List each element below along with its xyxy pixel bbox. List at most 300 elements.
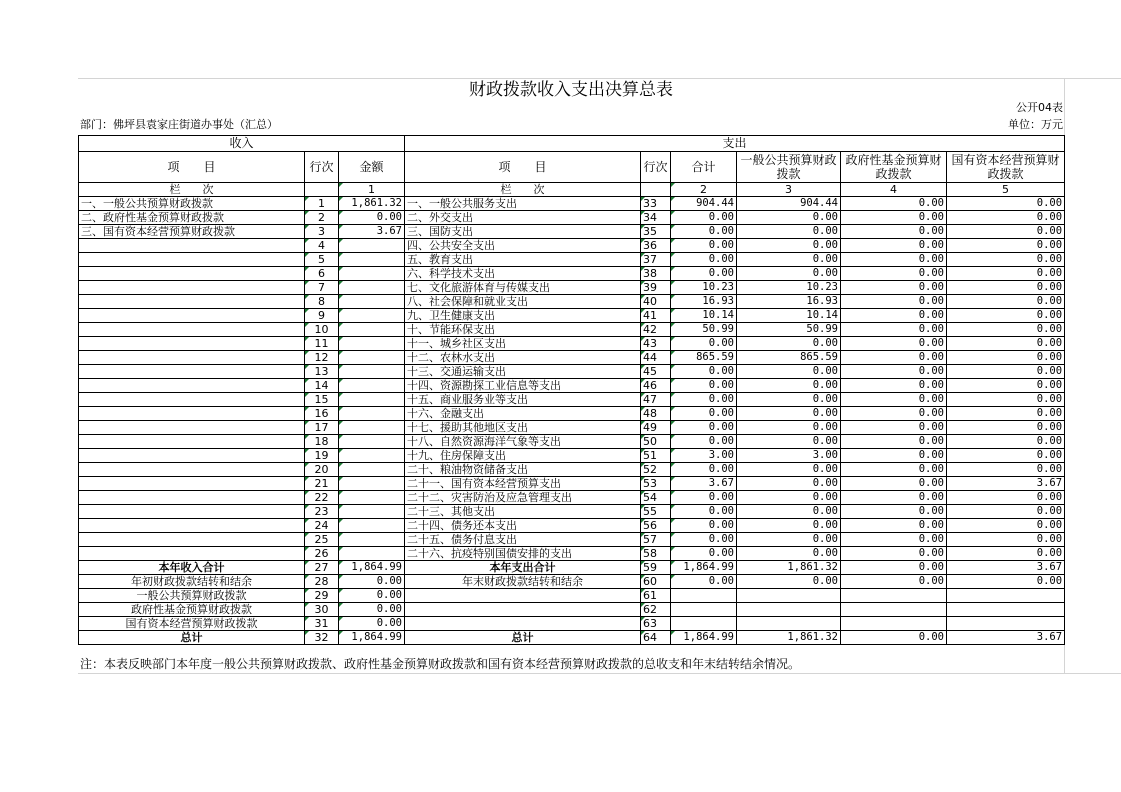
- col-header-lineno2: 行次: [641, 152, 671, 183]
- expense-state: 0.00: [947, 309, 1065, 323]
- expense-total: 3.67: [671, 477, 737, 491]
- expense-item: 六、科学技术支出: [405, 267, 641, 281]
- expense-lineno: 47: [641, 393, 671, 407]
- table-row: [79, 253, 1065, 267]
- table-row: [79, 281, 1065, 295]
- blank-cell: [671, 617, 737, 631]
- header-row-columns: [79, 152, 1065, 183]
- expense-fund: 0.00: [841, 239, 947, 253]
- blank-cell: [841, 603, 947, 617]
- income-amount: [339, 393, 405, 407]
- expense-general: 0.00: [737, 211, 841, 225]
- expense-general: 0.00: [737, 491, 841, 505]
- budget-table: [78, 135, 1065, 645]
- expense-state: 0.00: [947, 435, 1065, 449]
- expense-fund: 0.00: [841, 309, 947, 323]
- expense-lineno: 42: [641, 323, 671, 337]
- income-lineno: 12: [305, 351, 339, 365]
- expense-fund: 0.00: [841, 519, 947, 533]
- income-item: [79, 323, 305, 337]
- expense-state: 0.00: [947, 379, 1065, 393]
- blank-cell: [405, 603, 641, 617]
- blank-cell: [841, 589, 947, 603]
- expense-total: 10.23: [671, 281, 737, 295]
- income-amount: [339, 267, 405, 281]
- summary-row: [79, 561, 1065, 575]
- table-row: [79, 463, 1065, 477]
- income-amount: [339, 323, 405, 337]
- expense-item: 二十一、国有资本经营预算支出: [405, 477, 641, 491]
- income-amount: [339, 491, 405, 505]
- year-income-amount: 1,864.99: [339, 561, 405, 575]
- expense-fund: 0.00: [841, 211, 947, 225]
- expense-total: 0.00: [671, 337, 737, 351]
- expense-general: 0.00: [737, 477, 841, 491]
- expense-state: 0.00: [947, 533, 1065, 547]
- table-row: [79, 407, 1065, 421]
- income-lineno: 19: [305, 449, 339, 463]
- blank-cell: [841, 617, 947, 631]
- income-amount: [339, 547, 405, 561]
- expense-state: 0.00: [947, 491, 1065, 505]
- blank-cell: [737, 603, 841, 617]
- expense-lineno: 57: [641, 533, 671, 547]
- expense-fund: 0.00: [841, 337, 947, 351]
- expense-lineno: 49: [641, 421, 671, 435]
- expense-total: 0.00: [671, 225, 737, 239]
- end-balance-fund: 0.00: [841, 575, 947, 589]
- lanci-blank2: [641, 183, 671, 197]
- expense-item: 五、教育支出: [405, 253, 641, 267]
- income-amount: [339, 477, 405, 491]
- begin-balance-lineno: 28: [305, 575, 339, 589]
- expense-state: 0.00: [947, 337, 1065, 351]
- expense-lineno: 43: [641, 337, 671, 351]
- summary-row: [79, 631, 1065, 645]
- expense-fund: 0.00: [841, 463, 947, 477]
- income-item: 三、国有资本经营预算财政拨款: [79, 225, 305, 239]
- expense-state: 0.00: [947, 351, 1065, 365]
- expense-general: 0.00: [737, 533, 841, 547]
- year-income-label: 本年收入合计: [79, 561, 305, 575]
- blank-cell: [671, 603, 737, 617]
- income-lineno: 5: [305, 253, 339, 267]
- income-lineno: 1: [305, 197, 339, 211]
- expense-total: 0.00: [671, 211, 737, 225]
- expense-total: 0.00: [671, 239, 737, 253]
- expense-fund: 0.00: [841, 421, 947, 435]
- expense-lineno: 55: [641, 505, 671, 519]
- expense-state: 0.00: [947, 197, 1065, 211]
- expense-state: 3.67: [947, 477, 1065, 491]
- expense-fund: 0.00: [841, 393, 947, 407]
- expense-fund: 0.00: [841, 547, 947, 561]
- table-row: [79, 309, 1065, 323]
- expense-fund: 0.00: [841, 505, 947, 519]
- lanci-c1: 1: [339, 183, 405, 197]
- expense-fund: 0.00: [841, 225, 947, 239]
- expense-fund: 0.00: [841, 449, 947, 463]
- end-balance-state: 0.00: [947, 575, 1065, 589]
- expense-total: 16.93: [671, 295, 737, 309]
- expense-item: 十、节能环保支出: [405, 323, 641, 337]
- income-header: 收入: [79, 136, 405, 152]
- table-row: [79, 267, 1065, 281]
- table-row: [79, 505, 1065, 519]
- begin-balance-amount: 0.00: [339, 575, 405, 589]
- end-balance-label: 年末财政拨款结转和结余: [405, 575, 641, 589]
- income-lineno: 13: [305, 365, 339, 379]
- income-amount: [339, 519, 405, 533]
- expense-state: 0.00: [947, 323, 1065, 337]
- income-item: [79, 533, 305, 547]
- expense-total: 0.00: [671, 379, 737, 393]
- lanci-blank: [305, 183, 339, 197]
- expense-fund: 0.00: [841, 253, 947, 267]
- table-row: [79, 435, 1065, 449]
- income-lineno: 17: [305, 421, 339, 435]
- expense-fund: 0.00: [841, 365, 947, 379]
- begin-balance-label: 年初财政拨款结转和结余: [79, 575, 305, 589]
- income-item: [79, 421, 305, 435]
- income-amount: [339, 365, 405, 379]
- expense-lineno: 39: [641, 281, 671, 295]
- expense-item: 十七、援助其他地区支出: [405, 421, 641, 435]
- lanci-label: 栏 次: [79, 183, 305, 197]
- year-expense-general: 1,861.32: [737, 561, 841, 575]
- expense-fund: 0.00: [841, 295, 947, 309]
- income-item: [79, 463, 305, 477]
- income-amount: 1,861.32: [339, 197, 405, 211]
- expense-total: 50.99: [671, 323, 737, 337]
- expense-total: 0.00: [671, 463, 737, 477]
- expense-item: 十九、住房保障支出: [405, 449, 641, 463]
- income-lineno: 9: [305, 309, 339, 323]
- expense-lineno: 53: [641, 477, 671, 491]
- expense-item: 二十三、其他支出: [405, 505, 641, 519]
- income-amount: [339, 379, 405, 393]
- income-item: [79, 407, 305, 421]
- income-amount: 0.00: [339, 211, 405, 225]
- year-expense-label: 本年支出合计: [405, 561, 641, 575]
- income-amount: [339, 421, 405, 435]
- begin-state-label: 国有资本经营预算财政拨款: [79, 617, 305, 631]
- blank-cell: [671, 589, 737, 603]
- expense-lineno: 56: [641, 519, 671, 533]
- income-item: [79, 365, 305, 379]
- expense-state: 0.00: [947, 253, 1065, 267]
- income-amount: [339, 337, 405, 351]
- table-row: [79, 351, 1065, 365]
- expense-general: 3.00: [737, 449, 841, 463]
- expense-item: 二十四、债务还本支出: [405, 519, 641, 533]
- expense-general: 904.44: [737, 197, 841, 211]
- expense-total: 0.00: [671, 519, 737, 533]
- expense-lineno: 34: [641, 211, 671, 225]
- blank-cell: [737, 589, 841, 603]
- grand-total-fund: 0.00: [841, 631, 947, 645]
- expense-general: 0.00: [737, 267, 841, 281]
- income-lineno: 2: [305, 211, 339, 225]
- expense-item: 二十二、灾害防治及应急管理支出: [405, 491, 641, 505]
- table-row: [79, 225, 1065, 239]
- grand-total-general: 1,861.32: [737, 631, 841, 645]
- expense-state: 0.00: [947, 505, 1065, 519]
- income-lineno: 3: [305, 225, 339, 239]
- expense-item: 十六、金融支出: [405, 407, 641, 421]
- expense-total: 0.00: [671, 267, 737, 281]
- begin-fund-amount: 0.00: [339, 603, 405, 617]
- expense-lineno: 52: [641, 463, 671, 477]
- table-row: [79, 477, 1065, 491]
- grand-total-lineno: 32: [305, 631, 339, 645]
- col-header-item: 项 目: [79, 152, 305, 183]
- income-item: [79, 477, 305, 491]
- table-row: [79, 547, 1065, 561]
- header-row-lanci: [79, 183, 1065, 197]
- expense-item: 十二、农林水支出: [405, 351, 641, 365]
- table-row: [79, 323, 1065, 337]
- expense-total: 0.00: [671, 421, 737, 435]
- income-lineno: 22: [305, 491, 339, 505]
- grand-total-total: 1,864.99: [671, 631, 737, 645]
- income-amount: [339, 309, 405, 323]
- blank-cell: [947, 617, 1065, 631]
- expense-general: 16.93: [737, 295, 841, 309]
- income-lineno: 10: [305, 323, 339, 337]
- expense-total: 0.00: [671, 435, 737, 449]
- expense-fund: 0.00: [841, 477, 947, 491]
- income-amount: [339, 435, 405, 449]
- income-item: [79, 239, 305, 253]
- expense-lineno: 40: [641, 295, 671, 309]
- year-income-lineno: 27: [305, 561, 339, 575]
- expense-fund: 0.00: [841, 197, 947, 211]
- expense-general: 10.23: [737, 281, 841, 295]
- income-item: [79, 379, 305, 393]
- expense-general: 0.00: [737, 421, 841, 435]
- table-row: [79, 449, 1065, 463]
- income-lineno: 6: [305, 267, 339, 281]
- end-balance-total: 0.00: [671, 575, 737, 589]
- income-item: [79, 547, 305, 561]
- income-item: [79, 253, 305, 267]
- col-header-state: 国有资本经营预算财政拨款: [947, 152, 1065, 183]
- blank-cell: [405, 617, 641, 631]
- expense-lineno: 46: [641, 379, 671, 393]
- expense-general: 0.00: [737, 393, 841, 407]
- expense-item: 十五、商业服务业等支出: [405, 393, 641, 407]
- form-number: 公开04表: [1016, 101, 1063, 114]
- expense-general: 0.00: [737, 365, 841, 379]
- begin-general-amount: 0.00: [339, 589, 405, 603]
- income-amount: [339, 239, 405, 253]
- grand-total-state: 3.67: [947, 631, 1065, 645]
- summary-row: [79, 617, 1065, 631]
- income-lineno: 18: [305, 435, 339, 449]
- expense-general: 0.00: [737, 505, 841, 519]
- expense-total: 0.00: [671, 365, 737, 379]
- expense-general: 0.00: [737, 435, 841, 449]
- income-lineno: 8: [305, 295, 339, 309]
- expense-lineno: 50: [641, 435, 671, 449]
- income-item: [79, 337, 305, 351]
- expense-state: 0.00: [947, 449, 1065, 463]
- income-lineno: 14: [305, 379, 339, 393]
- expense-item: 四、公共安全支出: [405, 239, 641, 253]
- header-row-sections: [79, 136, 1065, 152]
- table-row: [79, 295, 1065, 309]
- expense-general: 0.00: [737, 337, 841, 351]
- income-lineno: 21: [305, 477, 339, 491]
- expense-general: 0.00: [737, 463, 841, 477]
- income-amount: [339, 281, 405, 295]
- expense-lineno: 38: [641, 267, 671, 281]
- expense-item: 十四、资源勘探工业信息等支出: [405, 379, 641, 393]
- expense-state: 0.00: [947, 519, 1065, 533]
- lanci-label2: 栏 次: [405, 183, 641, 197]
- summary-row: [79, 603, 1065, 617]
- expense-general: 0.00: [737, 547, 841, 561]
- table-row: [79, 421, 1065, 435]
- expense-general: 50.99: [737, 323, 841, 337]
- expense-state: 0.00: [947, 547, 1065, 561]
- expense-total: 0.00: [671, 491, 737, 505]
- expense-item: 二十六、抗疫特别国债安排的支出: [405, 547, 641, 561]
- expense-state: 0.00: [947, 393, 1065, 407]
- expense-state: 0.00: [947, 407, 1065, 421]
- expense-lineno: 41: [641, 309, 671, 323]
- income-amount: [339, 533, 405, 547]
- expense-total: 10.14: [671, 309, 737, 323]
- begin-general-lineno: 29: [305, 589, 339, 603]
- income-amount: [339, 463, 405, 477]
- year-expense-total: 1,864.99: [671, 561, 737, 575]
- begin-general-label: 一般公共预算财政拨款: [79, 589, 305, 603]
- income-amount: [339, 449, 405, 463]
- income-amount: [339, 295, 405, 309]
- expense-item: 一、一般公共服务支出: [405, 197, 641, 211]
- col-header-fund: 政府性基金预算财政拨款: [841, 152, 947, 183]
- expense-lineno: 58: [641, 547, 671, 561]
- income-lineno: 26: [305, 547, 339, 561]
- income-amount: [339, 407, 405, 421]
- income-item: [79, 449, 305, 463]
- expense-fund: 0.00: [841, 407, 947, 421]
- blank-cell: [947, 589, 1065, 603]
- begin-fund-label: 政府性基金预算财政拨款: [79, 603, 305, 617]
- expense-item: 八、社会保障和就业支出: [405, 295, 641, 309]
- table-row: [79, 519, 1065, 533]
- expense-state: 0.00: [947, 295, 1065, 309]
- income-lineno: 15: [305, 393, 339, 407]
- expense-total: 865.59: [671, 351, 737, 365]
- expense-fund: 0.00: [841, 435, 947, 449]
- income-amount: 3.67: [339, 225, 405, 239]
- expense-lineno: 36: [641, 239, 671, 253]
- expense-state: 0.00: [947, 225, 1065, 239]
- expense-lineno: 48: [641, 407, 671, 421]
- col-header-general: 一般公共预算财政拨款: [737, 152, 841, 183]
- expense-fund: 0.00: [841, 491, 947, 505]
- expense-lineno: 44: [641, 351, 671, 365]
- expense-state: 0.00: [947, 239, 1065, 253]
- begin-state-amount: 0.00: [339, 617, 405, 631]
- expense-general: 0.00: [737, 379, 841, 393]
- expense-fund: 0.00: [841, 379, 947, 393]
- grand-total-amount: 1,864.99: [339, 631, 405, 645]
- expense-total: 0.00: [671, 253, 737, 267]
- income-amount: [339, 351, 405, 365]
- income-item: [79, 491, 305, 505]
- table-row: [79, 211, 1065, 225]
- income-item: [79, 267, 305, 281]
- expense-general: 865.59: [737, 351, 841, 365]
- table-row: [79, 533, 1065, 547]
- expense-fund: 0.00: [841, 533, 947, 547]
- expense-fund: 0.00: [841, 351, 947, 365]
- year-expense-fund: 0.00: [841, 561, 947, 575]
- expense-item: 二、外交支出: [405, 211, 641, 225]
- footnote: 注：本表反映部门本年度一般公共预算财政拨款、政府性基金预算财政拨款和国有资本经营预算财政拨款的总收支和年末结转结余情况。: [80, 657, 801, 671]
- income-item: [79, 519, 305, 533]
- expense-state: 0.00: [947, 463, 1065, 477]
- col-header-amount: 金额: [339, 152, 405, 183]
- income-lineno: 16: [305, 407, 339, 421]
- income-item: [79, 351, 305, 365]
- expense-total: 3.00: [671, 449, 737, 463]
- page-title: 财政拨款收入支出决算总表: [469, 80, 673, 100]
- expense-state: 0.00: [947, 281, 1065, 295]
- expense-fund: 0.00: [841, 323, 947, 337]
- expense-item: 十三、交通运输支出: [405, 365, 641, 379]
- expense-general: 10.14: [737, 309, 841, 323]
- income-amount: [339, 253, 405, 267]
- expense-item: 七、文化旅游体育与传媒支出: [405, 281, 641, 295]
- expense-item: 三、国防支出: [405, 225, 641, 239]
- expense-total: 0.00: [671, 505, 737, 519]
- expense-item: 九、卫生健康支出: [405, 309, 641, 323]
- end-balance-general: 0.00: [737, 575, 841, 589]
- expense-item: 十一、城乡社区支出: [405, 337, 641, 351]
- begin-fund-lineno: 30: [305, 603, 339, 617]
- table-row: [79, 365, 1065, 379]
- income-item: [79, 435, 305, 449]
- expense-fund: 0.00: [841, 281, 947, 295]
- grand-total-lineno2: 64: [641, 631, 671, 645]
- table-row: [79, 239, 1065, 253]
- lanci-c3: 3: [737, 183, 841, 197]
- expense-lineno: 33: [641, 197, 671, 211]
- table-row: [79, 379, 1065, 393]
- expense-lineno: 54: [641, 491, 671, 505]
- income-item: 二、政府性基金预算财政拨款: [79, 211, 305, 225]
- expense-state: 0.00: [947, 267, 1065, 281]
- income-item: [79, 393, 305, 407]
- income-item: [79, 309, 305, 323]
- income-item: [79, 295, 305, 309]
- income-lineno: 4: [305, 239, 339, 253]
- table-row: [79, 393, 1065, 407]
- year-expense-state: 3.67: [947, 561, 1065, 575]
- col-header-item2: 项 目: [405, 152, 641, 183]
- grand-total-label: 总计: [79, 631, 305, 645]
- col-header-lineno: 行次: [305, 152, 339, 183]
- expense-item: 二十五、债务付息支出: [405, 533, 641, 547]
- expense-lineno: 51: [641, 449, 671, 463]
- expense-state: 0.00: [947, 211, 1065, 225]
- income-lineno: 25: [305, 533, 339, 547]
